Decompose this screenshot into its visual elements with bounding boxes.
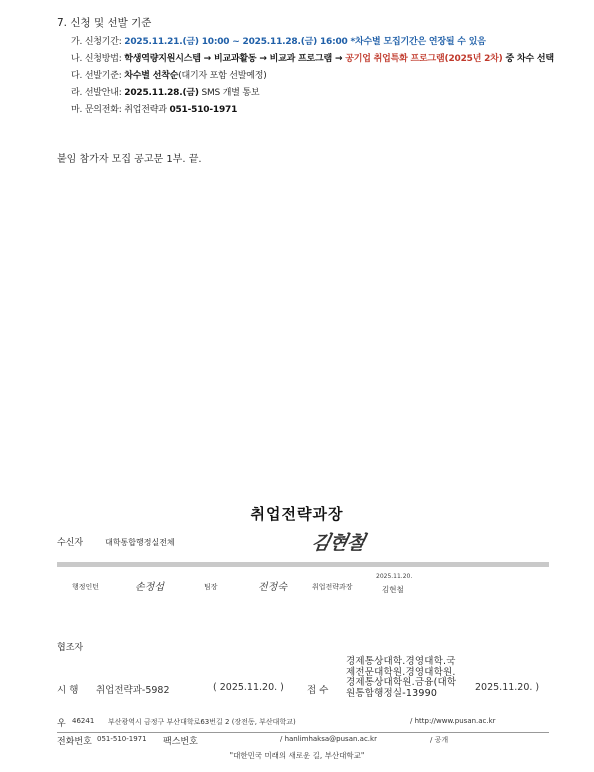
receive-org: 경제통상대학.경영대학.국제전문대학원.경영대학원.경제통상대학원.금융(대학원통합행정실-13990	[346, 656, 457, 699]
approval-role-2: 팀장	[204, 583, 218, 591]
send-label: 시 행	[57, 685, 79, 696]
website-link[interactable]: / http://www.pusan.ac.kr	[410, 717, 496, 725]
item-application-method	[71, 51, 554, 64]
issuer-title: 취업전략과장	[250, 505, 344, 523]
approval-date: 2025.11.20.	[376, 573, 413, 580]
item-value-note: SMS 개별 통보	[198, 88, 260, 98]
approval-role-3: 취업전략과장	[312, 583, 353, 591]
item-selection-notice	[71, 85, 259, 98]
receive-date: 2025.11.20. )	[475, 682, 540, 693]
recipient-row	[57, 535, 175, 548]
item-phone: 051-510-1971	[169, 105, 238, 115]
item-value: 2025.11.21.(금) 10:00 ~ 2025.11.28.(금) 16:00 *차수별 모집기간은 연장될 수 있음	[124, 37, 486, 47]
item-label: 라. 선발안내:	[71, 88, 125, 98]
issuer-signature: 김현철	[309, 532, 367, 554]
item-label: 나. 신청방법:	[71, 54, 125, 64]
item-value: 학생역량지원시스템 → 비교과활동 → 비교과 프로그램 →	[124, 54, 346, 64]
item-value-note: (대기자 포함 선발예정)	[178, 71, 267, 81]
item-value: 차수별 선착순	[124, 71, 179, 81]
slogan: "대한민국 미래의 새로운 길, 부산대학교"	[229, 751, 365, 760]
phone-number: 051-510-1971	[97, 735, 147, 743]
postal-code: 46241	[72, 717, 95, 725]
approval-sign-1: 손정섭	[135, 582, 164, 593]
item-dept: 취업전략과	[124, 105, 170, 115]
attachment-note: 붙임 참가자 모집 공고문 1부. 끝.	[57, 154, 202, 165]
item-program-name: 공기업 취업특화 프로그램(2025년 2차)	[345, 54, 503, 64]
postal-label: 우	[57, 719, 66, 729]
item-application-period	[71, 34, 486, 47]
recipient-label: 수신자	[57, 538, 84, 548]
item-label: 다. 선발기준:	[71, 71, 125, 81]
item-contact	[71, 102, 237, 115]
item-label: 가. 신청기간:	[71, 37, 125, 47]
approval-name-3: 김현철	[382, 585, 404, 594]
divider-bar	[57, 562, 549, 567]
fax-label: 팩스번호	[163, 737, 198, 747]
send-number: 취업전략과-5982	[96, 685, 170, 696]
disclosure-status: / 공개	[430, 736, 449, 744]
footer-divider	[57, 732, 549, 733]
cooperation-label: 협조자	[57, 643, 84, 653]
item-value: 2025.11.28.(금)	[124, 88, 199, 98]
section-title: 7. 신청 및 선발 기준	[57, 17, 152, 29]
recipient-value: 대학통합행정실전체	[105, 538, 175, 547]
send-date: ( 2025.11.20. )	[213, 682, 284, 693]
approval-role-1: 행정인턴	[72, 583, 100, 591]
item-value-suffix: 중 차수 선택	[502, 54, 554, 64]
phone-label: 전화번호	[57, 737, 92, 747]
approval-sign-2: 전정숙	[258, 582, 287, 593]
receive-label: 접 수	[307, 685, 329, 696]
address: 부산광역시 금정구 부산대학로63번길 2 (장전동, 부산대학교)	[108, 718, 296, 726]
item-label: 마. 문의전화:	[71, 105, 125, 115]
email-link[interactable]: / hanlimhaksa@pusan.ac.kr	[280, 735, 377, 743]
item-selection-criteria	[71, 68, 267, 81]
